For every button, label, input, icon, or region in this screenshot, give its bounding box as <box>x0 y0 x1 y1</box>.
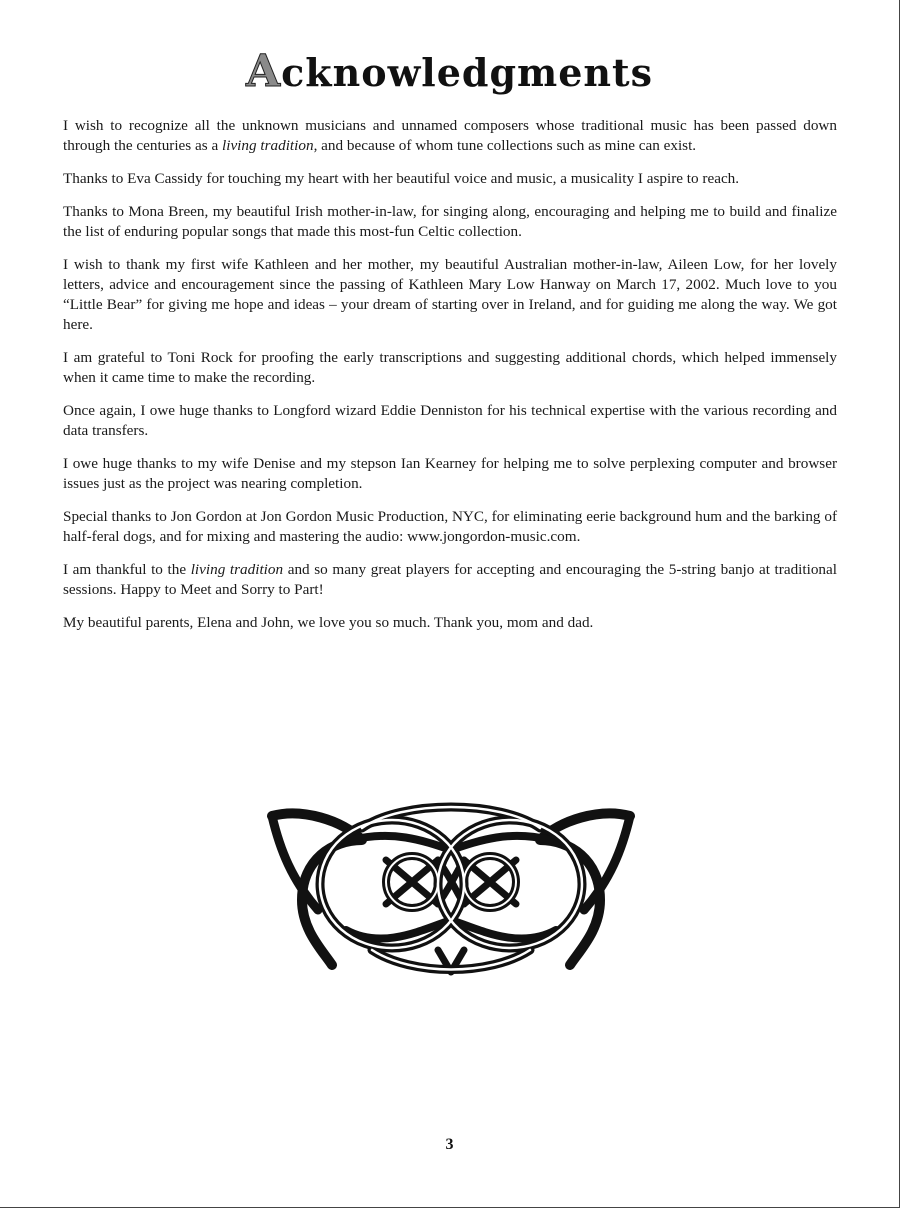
paragraph-9-italic: living tradition <box>190 561 284 578</box>
paragraph-1-italic: living tradition <box>222 137 314 154</box>
acknowledgments-body <box>63 116 837 646</box>
paragraph-9 <box>63 560 837 600</box>
paragraph-1-text-b: , and because of whom tune collections such as mine can exist. <box>313 137 697 154</box>
paragraph-6: Once again, I owe huge thanks to Longford wizard Eddie Denniston for his technical expertise with the various recording and data transfers. <box>63 402 837 439</box>
paragraph-8: Special thanks to Jon Gordon at Jon Gordon Music Production, NYC, for eliminating eerie background hum and the barking of half-feral dogs, and for mixing and mastering the audio: www.jongordon-music.com. <box>63 508 837 545</box>
paragraph-2: Thanks to Eva Cassidy for touching my heart with her beautiful voice and music, a musicality I aspire to reach. <box>63 170 740 187</box>
paragraph-5: I am grateful to Toni Rock for proofing the early transcriptions and suggesting additional chords, which helped immensely when it came time to make the recording. <box>63 349 837 386</box>
title-rest: cknowledgments <box>281 50 653 95</box>
page-number: 3 <box>445 1136 454 1153</box>
paragraph-4: I wish to thank my first wife Kathleen and her mother, my beautiful Australian mother-in-law, Aileen Low, for her lovely letters, advice and encouragement since the passing of Kathleen Mary Low Hanway on March 17, 2002. Much love to you “Little Bear” for giving me hope and ideas – your dream of starting over in Ireland, and for guiding me along the way. We got here. <box>63 256 837 333</box>
paragraph-9-text-b: and so many great players for accepting and encouraging the 5-string banjo at traditional sessions. Happy to Meet and Sorry to Part! <box>63 561 837 598</box>
title-initial: A <box>245 46 282 97</box>
paragraph-1 <box>63 116 837 156</box>
paragraph-3: Thanks to Mona Breen, my beautiful Irish mother-in-law, for singing along, encouraging and helping me to build and finalize the list of enduring popular songs that made this most-fun Celtic collection. <box>63 203 837 240</box>
page-title <box>0 42 899 103</box>
paragraph-1-text-a: I wish to recognize all the unknown musicians and unnamed composers whose traditional music has been passed down through the centuries as a <box>63 117 837 154</box>
paragraph-7: I owe huge thanks to my wife Denise and my stepson Ian Kearney for helping me to solve perplexing computer and browser issues just as the project was nearing completion. <box>63 455 837 492</box>
paragraph-10: My beautiful parents, Elena and John, we love you so much. Thank you, mom and dad. <box>63 614 594 631</box>
paragraph-9-text-a: I am thankful to the <box>63 561 191 578</box>
celtic-knot-icon <box>262 800 640 976</box>
